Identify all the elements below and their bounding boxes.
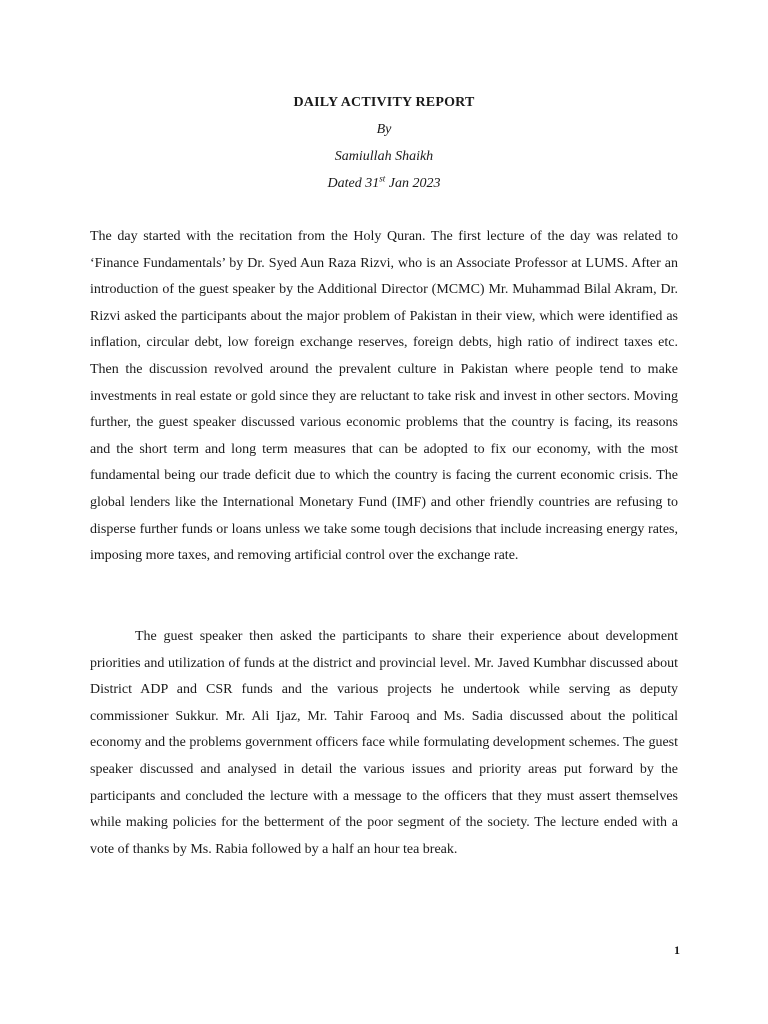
- body-paragraph-2: The guest speaker then asked the participants to share their experience about development priorities and utilization of funds at the district and provincial level. Mr. Javed Kumbhar discussed about District ADP and CSR funds and the various projects he undertook while serving as deputy commissioner Sukkur. Mr. Ali Ijaz, Mr. Tahir Farooq and Ms. Sadia discussed about the political economy and the problems government officers face while formulating development schemes. The guest speaker discussed and analysed in detail the various issues and priority areas put forward by the participants and concluded the lecture with a message to the officers that they must assert themselves while making policies for the betterment of the poor segment of the society. The lecture ended with a vote of thanks by Ms. Rabia followed by a half an hour tea break.: [90, 629, 678, 857]
- report-by-label: By: [376, 122, 392, 137]
- report-title: DAILY ACTIVITY REPORT: [293, 95, 475, 110]
- report-date: [0, 170, 768, 197]
- report-date-superscript: st: [379, 173, 386, 184]
- body-paragraph-1: The day started with the recitation from the Holy Quran. The first lecture of the day was related to ‘Finance Fundamentals’ by Dr. Syed Aun Raza Rizvi, who is an Associate Professor at LUMS. After an introduction of the guest speaker by the Additional Director (MCMC) Mr. Muhammad Bilal Akram, Dr. Rizvi asked the participants about the major problem of Pakistan in their view, which were identified as inflation, circular debt, low foreign exchange reserves, foreign debts, high ratio of indirect taxes etc. Then the discussion revolved around the prevalent culture in Pakistan where people tend to make investments in real estate or gold since they are reluctant to take risk and invest in other sectors. Moving further, the guest speaker discussed various economic problems that the country is facing, its reasons and the short term and long term measures that can be adopted to fix our economy, with the most fundamental being our trade deficit due to which the country is facing the current economic crisis. The global lenders like the International Monetary Fund (IMF) and other friendly countries are refusing to disperse further funds or loans unless we take some tough decisions that include increasing energy rates, imposing more taxes, and removing artificial control over the exchange rate.: [90, 229, 678, 564]
- page-number: 1: [674, 943, 680, 957]
- report-date-suffix: Jan 2023: [385, 176, 441, 191]
- report-author: Samiullah Shaikh: [334, 149, 434, 164]
- report-date-prefix: Dated 31: [327, 176, 380, 191]
- report-header: [0, 90, 768, 197]
